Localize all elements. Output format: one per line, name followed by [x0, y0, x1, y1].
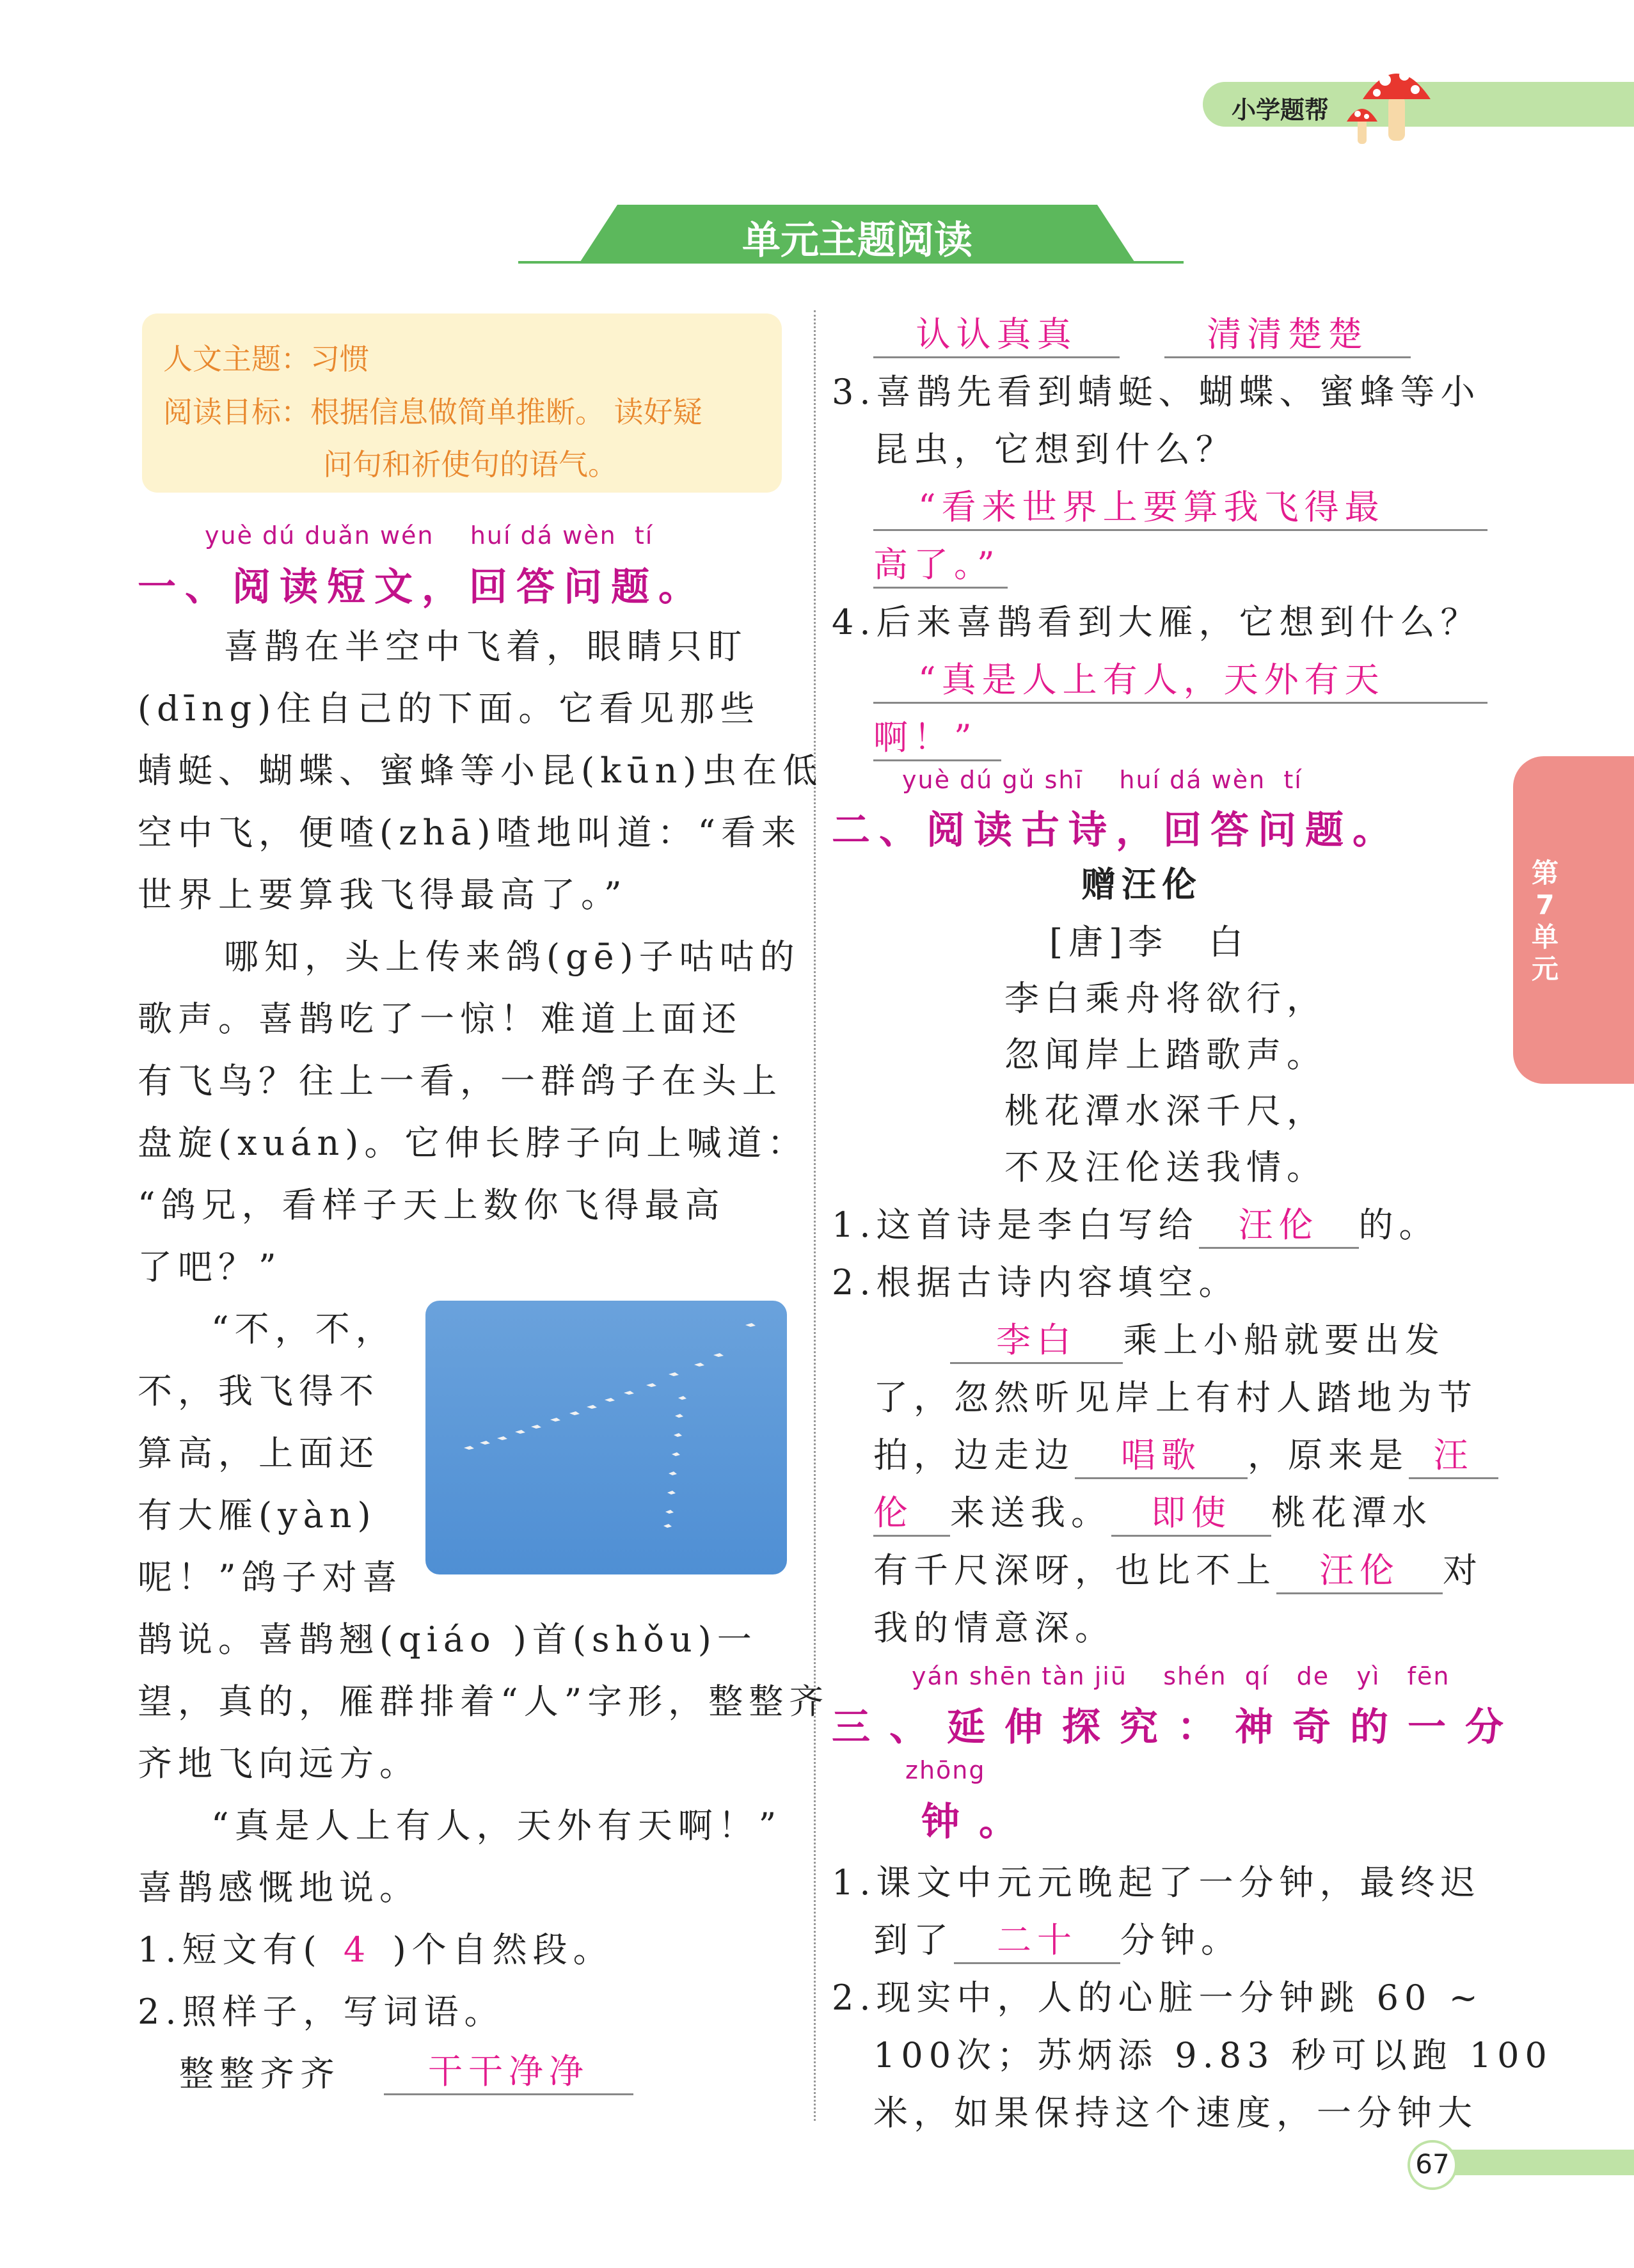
answer-blank [873, 307, 1120, 358]
answer: 清清楚楚 [1164, 307, 1411, 358]
page-number: 67 [1415, 2148, 1450, 2180]
poem-line: 忽闻岸上踏歌声。 [1004, 1035, 1327, 1075]
column-divider [814, 310, 816, 2121]
extension-question-1: 1.课文中元元晚起了一分钟，最终迟 [832, 1862, 1481, 1903]
extension-question-2: 2.现实中，人的心脏一分钟跳 60 ~ [832, 1978, 1484, 2018]
theme-line: 人文主题：习惯 [163, 342, 369, 376]
poem-author: [唐]李 白 [1049, 922, 1249, 962]
poem-line: 桃花潭水深千尺， [1004, 1091, 1327, 1131]
answer-line: 高了。” [873, 537, 1008, 589]
page-title: 单元主题阅读 [742, 218, 972, 263]
text-line: 望，真的，雁群排着“人”字形，整整齐 [138, 1681, 830, 1722]
answer-blank [1164, 307, 1411, 358]
text-line: 空中飞，便喳(zhā)喳地叫道：“看来 [138, 813, 802, 853]
answer-line: 啊！” [873, 710, 1001, 761]
fill-line: 拍，边走边 唱歌 ，原来是 汪 [873, 1428, 1498, 1479]
section3-pinyin: yán shēn tàn jiū shén qí de yì fēn [912, 1662, 1450, 1690]
question-1: 1.短文有( 4 )个自然段。 [138, 1930, 614, 1970]
question-3-cont: 昆虫，它想到什么？ [873, 429, 1236, 470]
mushroom-icon [1344, 58, 1471, 147]
fill-line: 有千尺深呀，也比不上 汪伦 对 [873, 1543, 1483, 1594]
extension-question-2-cont: 米，如果保持这个速度，一分钟大 [873, 2093, 1478, 2133]
answer: 认认真真 [873, 307, 1120, 358]
poem-question-2: 2.根据古诗内容填空。 [832, 1262, 1239, 1303]
answer-line: “看来世界上要算我飞得最 [873, 480, 1487, 531]
answer: 干干净净 [384, 2044, 633, 2095]
answer-line: “真是人上有人，天外有天 [873, 653, 1487, 704]
section2-title: 二、阅读古诗，回答问题。 [832, 808, 1400, 853]
answer: 二十 [954, 1913, 1120, 1964]
example-word: 整整齐齐 [179, 2054, 340, 2094]
section3-pinyin-2: zhōng [905, 1756, 986, 1784]
text-line: 不，我飞得不 [138, 1371, 379, 1411]
text-line: “不，不， [211, 1309, 396, 1349]
section1-pinyin: yuè dú duǎn wén huí dá wèn tí [205, 521, 654, 550]
poem-line: 不及汪伦送我情。 [1004, 1147, 1327, 1187]
text-line: 歌声。喜鹊吃了一惊！难道上面还 [138, 999, 742, 1039]
geese-flock-icon [425, 1301, 787, 1574]
goal-line-cont: 问句和祈使句的语气。 [323, 447, 617, 482]
text-line: 喜鹊感慨地说。 [138, 1868, 420, 1908]
unit-tab-label: 第7单元 [1531, 857, 1559, 985]
extension-question-1-cont: 到了 二十 分钟。 [873, 1913, 1241, 1964]
fill-line: 了，忽然听见岸上有村人踏地为节 [873, 1377, 1478, 1418]
brand-label: 小学题帮 [1232, 96, 1329, 124]
goal-line: 阅读目标：根据信息做简单推断。 读好疑 [163, 395, 702, 429]
poem-line: 李白乘舟将欲行， [1004, 978, 1327, 1019]
question-2: 2.照样子，写词语。 [138, 1992, 505, 2032]
question-4: 4.后来喜鹊看到大雁，它想到什么？ [832, 602, 1481, 642]
text-line: 世界上要算我飞得最高了。” [138, 875, 628, 915]
answer: 4 [343, 1930, 372, 1970]
footer-bar [1440, 2150, 1634, 2175]
text-line: 鹊说。喜鹊翘(qiáo )首(shǒu)一 [138, 1619, 758, 1660]
text-line: 喜鹊在半空中飞着，眼睛只盯 [224, 626, 748, 667]
text-line: 算高，上面还 [138, 1433, 379, 1473]
text-line: 蜻蜓、蝴蝶、蜜蜂等小昆(kūn)虫在低 [138, 750, 823, 791]
text-line: (dīng)住自己的下面。它看见那些 [138, 688, 761, 729]
answer: 汪伦 [1199, 1198, 1359, 1249]
fill-line: 李白 乘上小船就要出发 [873, 1313, 1445, 1364]
geese-photo [425, 1301, 787, 1574]
poem-question-1: 1.这首诗是李白写给 汪伦 的。 [832, 1198, 1440, 1249]
text-line: “真是人上有人，天外有天啊！” [211, 1805, 782, 1846]
text-line: 齐地飞向远方。 [138, 1743, 420, 1784]
answer-blank [384, 2044, 633, 2095]
question-3: 3.喜鹊先看到蜻蜓、蝴蝶、蜜蜂等小 [832, 372, 1481, 412]
fill-line: 伦 来送我。 即使 桃花潭水 [873, 1486, 1432, 1537]
section3-title-2: 钟。 [921, 1800, 1036, 1844]
section1-title: 一、阅读短文，回答问题。 [138, 565, 706, 610]
text-line: 有飞鸟？往上一看，一群鸽子在头上 [138, 1061, 782, 1101]
extension-question-2-cont: 100次；苏炳添 9.83 秒可以跑 100 [873, 2035, 1553, 2075]
section3-title: 三、延伸探究：神奇的一分 [832, 1705, 1523, 1750]
text-line: 有大雁(yàn) [138, 1495, 377, 1535]
poem-title: 赠汪伦 [1081, 864, 1202, 905]
fill-line: 我的情意深。 [873, 1608, 1115, 1648]
section2-pinyin: yuè dú gǔ shī huí dá wèn tí [902, 766, 1303, 794]
text-line: 呢！”鸽子对喜 [138, 1557, 403, 1598]
text-line: “鸽兄，看样子天上数你飞得最高 [138, 1185, 726, 1225]
text-line: 盘旋(xuán)。它伸长脖子向上喊道： [138, 1123, 808, 1163]
text-line: 了吧？” [138, 1247, 282, 1287]
text-line: 哪知，头上传来鸽(gē)子咕咕的 [224, 937, 800, 977]
